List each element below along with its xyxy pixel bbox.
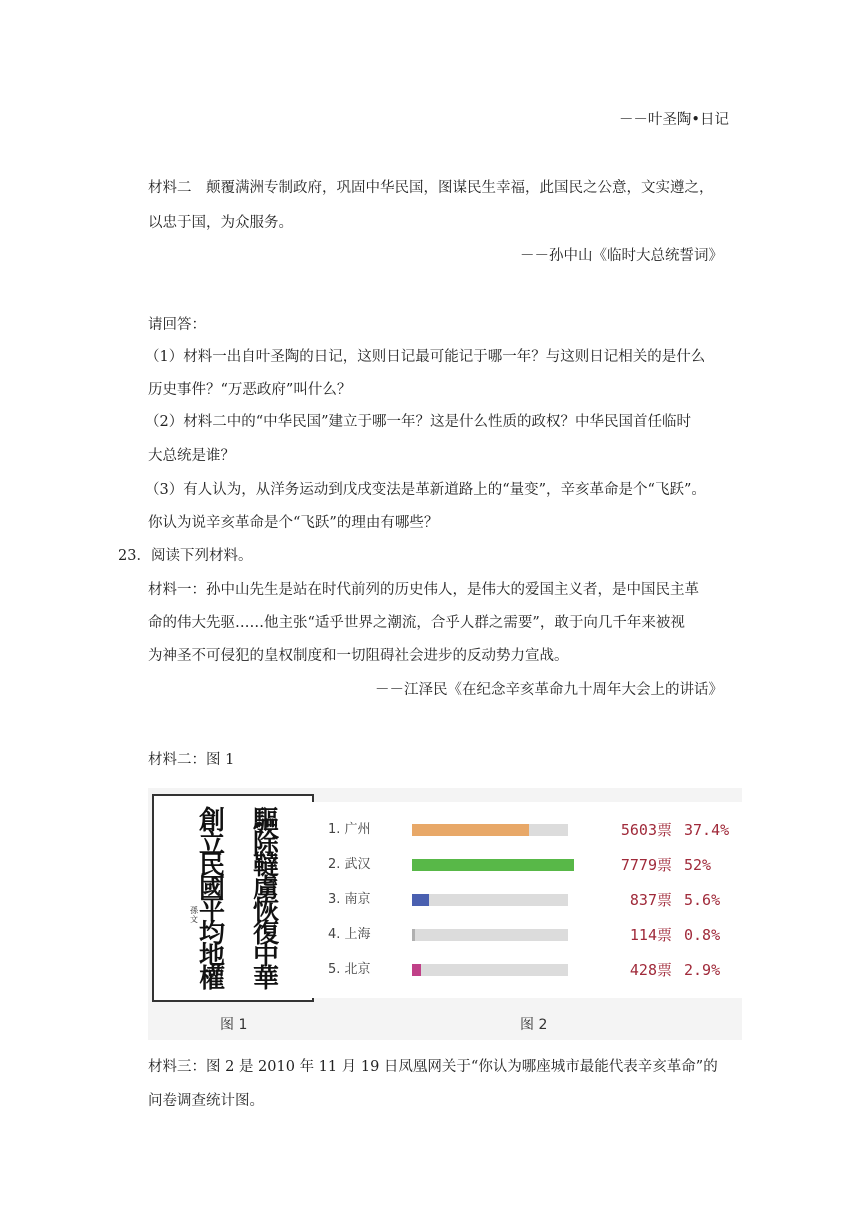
bar-track — [412, 824, 568, 836]
material-2-line-1: 材料二 颠覆满洲专制政府，巩固中华民国，图谋民生幸福，此国民之公意，文实遵之， — [148, 180, 714, 196]
calligraphy-signature: 孫 文 — [190, 906, 198, 924]
prompt-answer: 请回答： — [148, 317, 206, 333]
question-23-title: 23．阅读下列材料。 — [118, 548, 253, 564]
bar-row — [312, 855, 742, 875]
material-2-figure-label: 材料二：图 1 — [148, 752, 235, 768]
question-2-line-2: 大总统是谁？ — [148, 448, 235, 464]
question-3-line-2: 你认为说辛亥革命是个“飞跃”的理由有哪些？ — [148, 515, 439, 531]
calligraphy-column-right: 驅 除 韃 虜 恢 復 中 華 — [252, 806, 279, 994]
bar-votes-label: 5603票 — [620, 821, 672, 839]
bar — [412, 964, 421, 976]
bar-category-label: 5. 北京 — [328, 962, 371, 977]
bar-track — [412, 929, 568, 941]
bar-track — [412, 894, 568, 906]
bar-percent-label: 0.8% — [684, 926, 721, 944]
ye-signature: －－叶圣陶•日记 — [618, 112, 729, 128]
survey-bar-chart — [312, 802, 742, 998]
question-3-line-1: （3）有人认为，从洋务运动到戊戌变法是革新道路上的“量变”，辛亥革命是个“飞跃”。 — [145, 482, 706, 498]
figure-2-caption: 图 2 — [520, 1017, 548, 1033]
sun-signature: －－孙中山《临时大总统誓词》 — [520, 248, 723, 264]
figure-1-caption: 图 1 — [220, 1017, 248, 1033]
bar-row — [312, 820, 742, 840]
jiang-signature: －－江泽民《在纪念辛亥革命九十周年大会上的讲话》 — [375, 682, 723, 698]
bar-row — [312, 890, 742, 910]
question-1-line-1: （1）材料一出自叶圣陶的日记，这则日记最可能记于哪一年？与这则日记相关的是什么 — [145, 349, 706, 365]
bar-row — [312, 925, 742, 945]
bar — [412, 859, 574, 871]
material-2-line-2: 以忠于国，为众服务。 — [148, 215, 293, 231]
figure-panel — [148, 788, 742, 1040]
bar-percent-label: 2.9% — [684, 961, 721, 979]
material-23-line-3: 为神圣不可侵犯的皇权制度和一切阻碍社会进步的反动势力宣战。 — [148, 648, 569, 664]
calligraphy-image — [152, 794, 314, 1002]
bar-votes-label: 7779票 — [620, 856, 672, 874]
bar-category-label: 4. 上海 — [328, 927, 371, 942]
bar-votes-label: 428票 — [629, 961, 672, 979]
calligraphy-column-left: 創 立 民 國 平 均 地 權 — [198, 806, 225, 994]
bar-percent-label: 52% — [684, 856, 712, 874]
question-1-line-2: 历史事件？“万恶政府”叫什么？ — [148, 382, 352, 398]
material-3-line-2: 问卷调查统计图。 — [148, 1093, 264, 1109]
bar-category-label: 2. 武汉 — [328, 857, 371, 872]
material-3-line-1: 材料三：图 2 是 2010 年 11 月 19 日凤凰网关于“你认为哪座城市最能代表辛亥革命”的 — [148, 1059, 718, 1075]
bar — [412, 824, 529, 836]
bar — [412, 894, 429, 906]
bar-track — [412, 964, 568, 976]
question-2-line-1: （2）材料二中的“中华民国”建立于哪一年？这是什么性质的政权？中华民国首任临时 — [145, 414, 692, 430]
material-23-line-1: 材料一：孙中山先生是站在时代前列的历史伟人，是伟大的爱国主义者，是中国民主革 — [148, 582, 699, 598]
bar-votes-label: 114票 — [629, 926, 672, 944]
bar-votes-label: 837票 — [629, 891, 672, 909]
material-23-line-2: 命的伟大先驱……他主张“适乎世界之潮流，合乎人群之需要”，敢于向几千年来被视 — [148, 615, 685, 631]
bar-category-label: 3. 南京 — [328, 892, 371, 907]
bar — [412, 929, 415, 941]
bar-row — [312, 960, 742, 980]
bar-percent-label: 5.6% — [684, 891, 721, 909]
bar-category-label: 1. 广州 — [328, 822, 371, 837]
bar-track — [412, 859, 568, 871]
bar-percent-label: 37.4% — [684, 821, 730, 839]
